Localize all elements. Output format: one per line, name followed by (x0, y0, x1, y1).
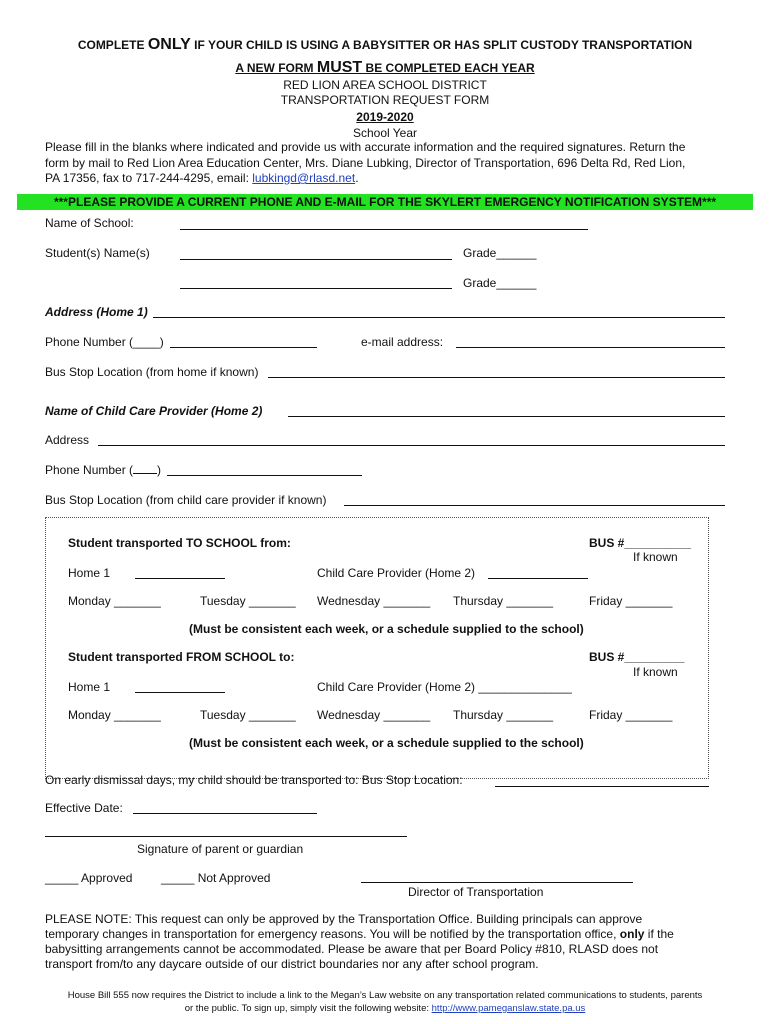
to-school-thursday[interactable]: Thursday _______ (453, 594, 554, 608)
phone-number-1-field[interactable] (170, 347, 317, 348)
instructions-line-3 (45, 171, 359, 185)
from-school-care2-field[interactable]: Child Care Provider (Home 2) ______________ (317, 680, 572, 694)
student-name-field-2[interactable] (180, 288, 452, 289)
bus-stop-home-field[interactable] (268, 377, 725, 378)
signature-field[interactable] (45, 836, 407, 837)
address-home1-field[interactable] (153, 317, 725, 318)
please-note-line-2 (45, 927, 674, 941)
please-note-line-3: babysitting arrangements cannot be accommodated. Please be aware that per Board Policy #810, RLASD does not (45, 942, 659, 956)
to-school-wednesday[interactable]: Wednesday _______ (317, 594, 431, 608)
signature-label: Signature of parent or guardian (137, 842, 304, 856)
to-school-home1-label: Home 1 (68, 566, 111, 580)
not-approved-field[interactable]: _____ Not Approved (161, 871, 271, 885)
header-line-1 (0, 36, 770, 54)
school-name-label: Name of School: (45, 216, 134, 230)
from-school-home1-label: Home 1 (68, 680, 111, 694)
to-school-tuesday[interactable]: Tuesday _______ (200, 594, 296, 608)
child-care-name-label: Name of Child Care Provider (Home 2) (45, 404, 263, 418)
from-school-wednesday[interactable]: Wednesday _______ (317, 708, 431, 722)
footer-line-2 (0, 1003, 770, 1014)
phone-number-2-field[interactable] (167, 475, 362, 476)
from-school-thursday[interactable]: Thursday _______ (453, 708, 554, 722)
footer-line-2-text: or the public. To sign up, simply visit the following website: (184, 1003, 432, 1014)
to-school-bus-number[interactable]: BUS #__________ (589, 536, 692, 550)
skylert-banner-text: ***PLEASE PROVIDE A CURRENT PHONE AND E-MAIL FOR THE SKYLERT EMERGENCY NOTIFICATION SYSTEM*** (53, 195, 717, 209)
school-name-field[interactable] (180, 229, 588, 230)
phone-number-1-label: Phone Number (____) (45, 335, 164, 349)
header-complete: COMPLETE (77, 38, 145, 52)
approved-field[interactable]: _____ Approved (45, 871, 133, 885)
from-school-note: (Must be consistent each week, or a schedule supplied to the school) (189, 736, 584, 750)
header-only: ONLY (147, 36, 191, 53)
director-signature-field[interactable] (361, 882, 633, 883)
email-link[interactable]: lubkingd@rlasd.net (252, 171, 356, 185)
effective-date-field[interactable] (133, 813, 317, 814)
effective-date-label: Effective Date: (45, 801, 123, 815)
please-note-line-4: transport from/to any daycare outside of our district boundaries nor any after school program. (45, 957, 539, 971)
to-school-care2-label: Child Care Provider (Home 2) (317, 566, 476, 580)
header-line1-rest: IF YOUR CHILD IS USING A BABYSITTER OR HAS SPLIT CUSTODY TRANSPORTATION (194, 38, 693, 52)
header-line-2 (0, 59, 770, 77)
to-school-care2-field[interactable] (488, 578, 588, 579)
phone-number-2-close: ) (157, 463, 162, 477)
please-note-line-1: PLEASE NOTE: This request can only be approved by the Transportation Office. Building principals can approve (45, 912, 643, 926)
megans-law-link[interactable]: http://www.pameganslaw.state.pa.us (431, 1003, 586, 1014)
from-school-monday[interactable]: Monday _______ (68, 708, 161, 722)
to-school-note: (Must be consistent each week, or a schedule supplied to the school) (189, 622, 584, 636)
early-dismissal-field[interactable] (495, 786, 709, 787)
phone-number-2-open: Phone Number ( (45, 463, 134, 477)
student-name-field-1[interactable] (180, 259, 452, 260)
header-line2-rest: BE COMPLETED EACH YEAR (365, 61, 535, 75)
instructions-line-1: Please fill in the blanks where indicated and provide us with accurate information and the required signatures. Return the (45, 140, 686, 154)
to-school-title: Student transported TO SCHOOL from: (68, 536, 291, 550)
please-note-line-2-text: temporary changes in transportation for emergency reasons. You will be notified by the transportation office, (45, 927, 620, 941)
to-school-home1-field[interactable] (135, 578, 225, 579)
students-name-label: Student(s) Name(s) (45, 246, 150, 260)
to-school-if-known: If known (633, 550, 678, 564)
to-school-friday[interactable]: Friday _______ (589, 594, 673, 608)
phone-number-2-label (45, 463, 161, 477)
footer-line-1: House Bill 555 now requires the District to include a link to the Megan’s Law website on any transportation related communications to students, parents (67, 990, 703, 1001)
bus-stop-home-label: Bus Stop Location (from home if known) (45, 365, 259, 379)
grade-field-2[interactable]: Grade______ (463, 276, 537, 290)
phone-area-code-2[interactable] (133, 463, 157, 474)
address-home1-label: Address (Home 1) (45, 305, 148, 319)
child-care-name-field[interactable] (288, 416, 725, 417)
to-school-monday[interactable]: Monday _______ (68, 594, 161, 608)
header-new-form: A NEW FORM (235, 61, 314, 75)
instructions-line-2: form by mail to Red Lion Area Education Center, Mrs. Diane Lubking, Director of Transportation, 696 Delta Rd, Red Lion, (45, 156, 686, 170)
bus-stop-care-label: Bus Stop Location (from child care provider if known) (45, 493, 327, 507)
from-school-friday[interactable]: Friday _______ (589, 708, 673, 722)
from-school-tuesday[interactable]: Tuesday _______ (200, 708, 296, 722)
address-2-field[interactable] (98, 445, 725, 446)
form-title: TRANSPORTATION REQUEST FORM (280, 93, 490, 107)
bus-stop-care-field[interactable] (344, 505, 725, 506)
from-school-title: Student transported FROM SCHOOL to: (68, 650, 295, 664)
early-dismissal-label: On early dismissal days, my child should be transported to: Bus Stop Location: (45, 773, 463, 787)
please-note-only: only (619, 927, 645, 941)
school-year-label: School Year (352, 126, 418, 140)
address-2-label: Address (45, 433, 90, 447)
email-address-field[interactable] (456, 347, 725, 348)
email-address-label: e-mail address: (361, 335, 444, 349)
header-must: MUST (316, 59, 363, 76)
school-year-value: 2019-2020 (356, 110, 414, 124)
grade-field-1[interactable]: Grade______ (463, 246, 537, 260)
from-school-if-known: If known (633, 665, 678, 679)
instructions-line-3-text: PA 17356, fax to 717-244-4295, email: (45, 171, 253, 185)
from-school-bus-number[interactable]: BUS #_________ (589, 650, 685, 664)
from-school-home1-field[interactable] (135, 692, 225, 693)
instructions-period: . (355, 171, 359, 185)
please-note-line-2-end: if the (644, 927, 674, 941)
director-label: Director of Transportation (408, 885, 544, 899)
district-name: RED LION AREA SCHOOL DISTRICT (283, 78, 487, 92)
